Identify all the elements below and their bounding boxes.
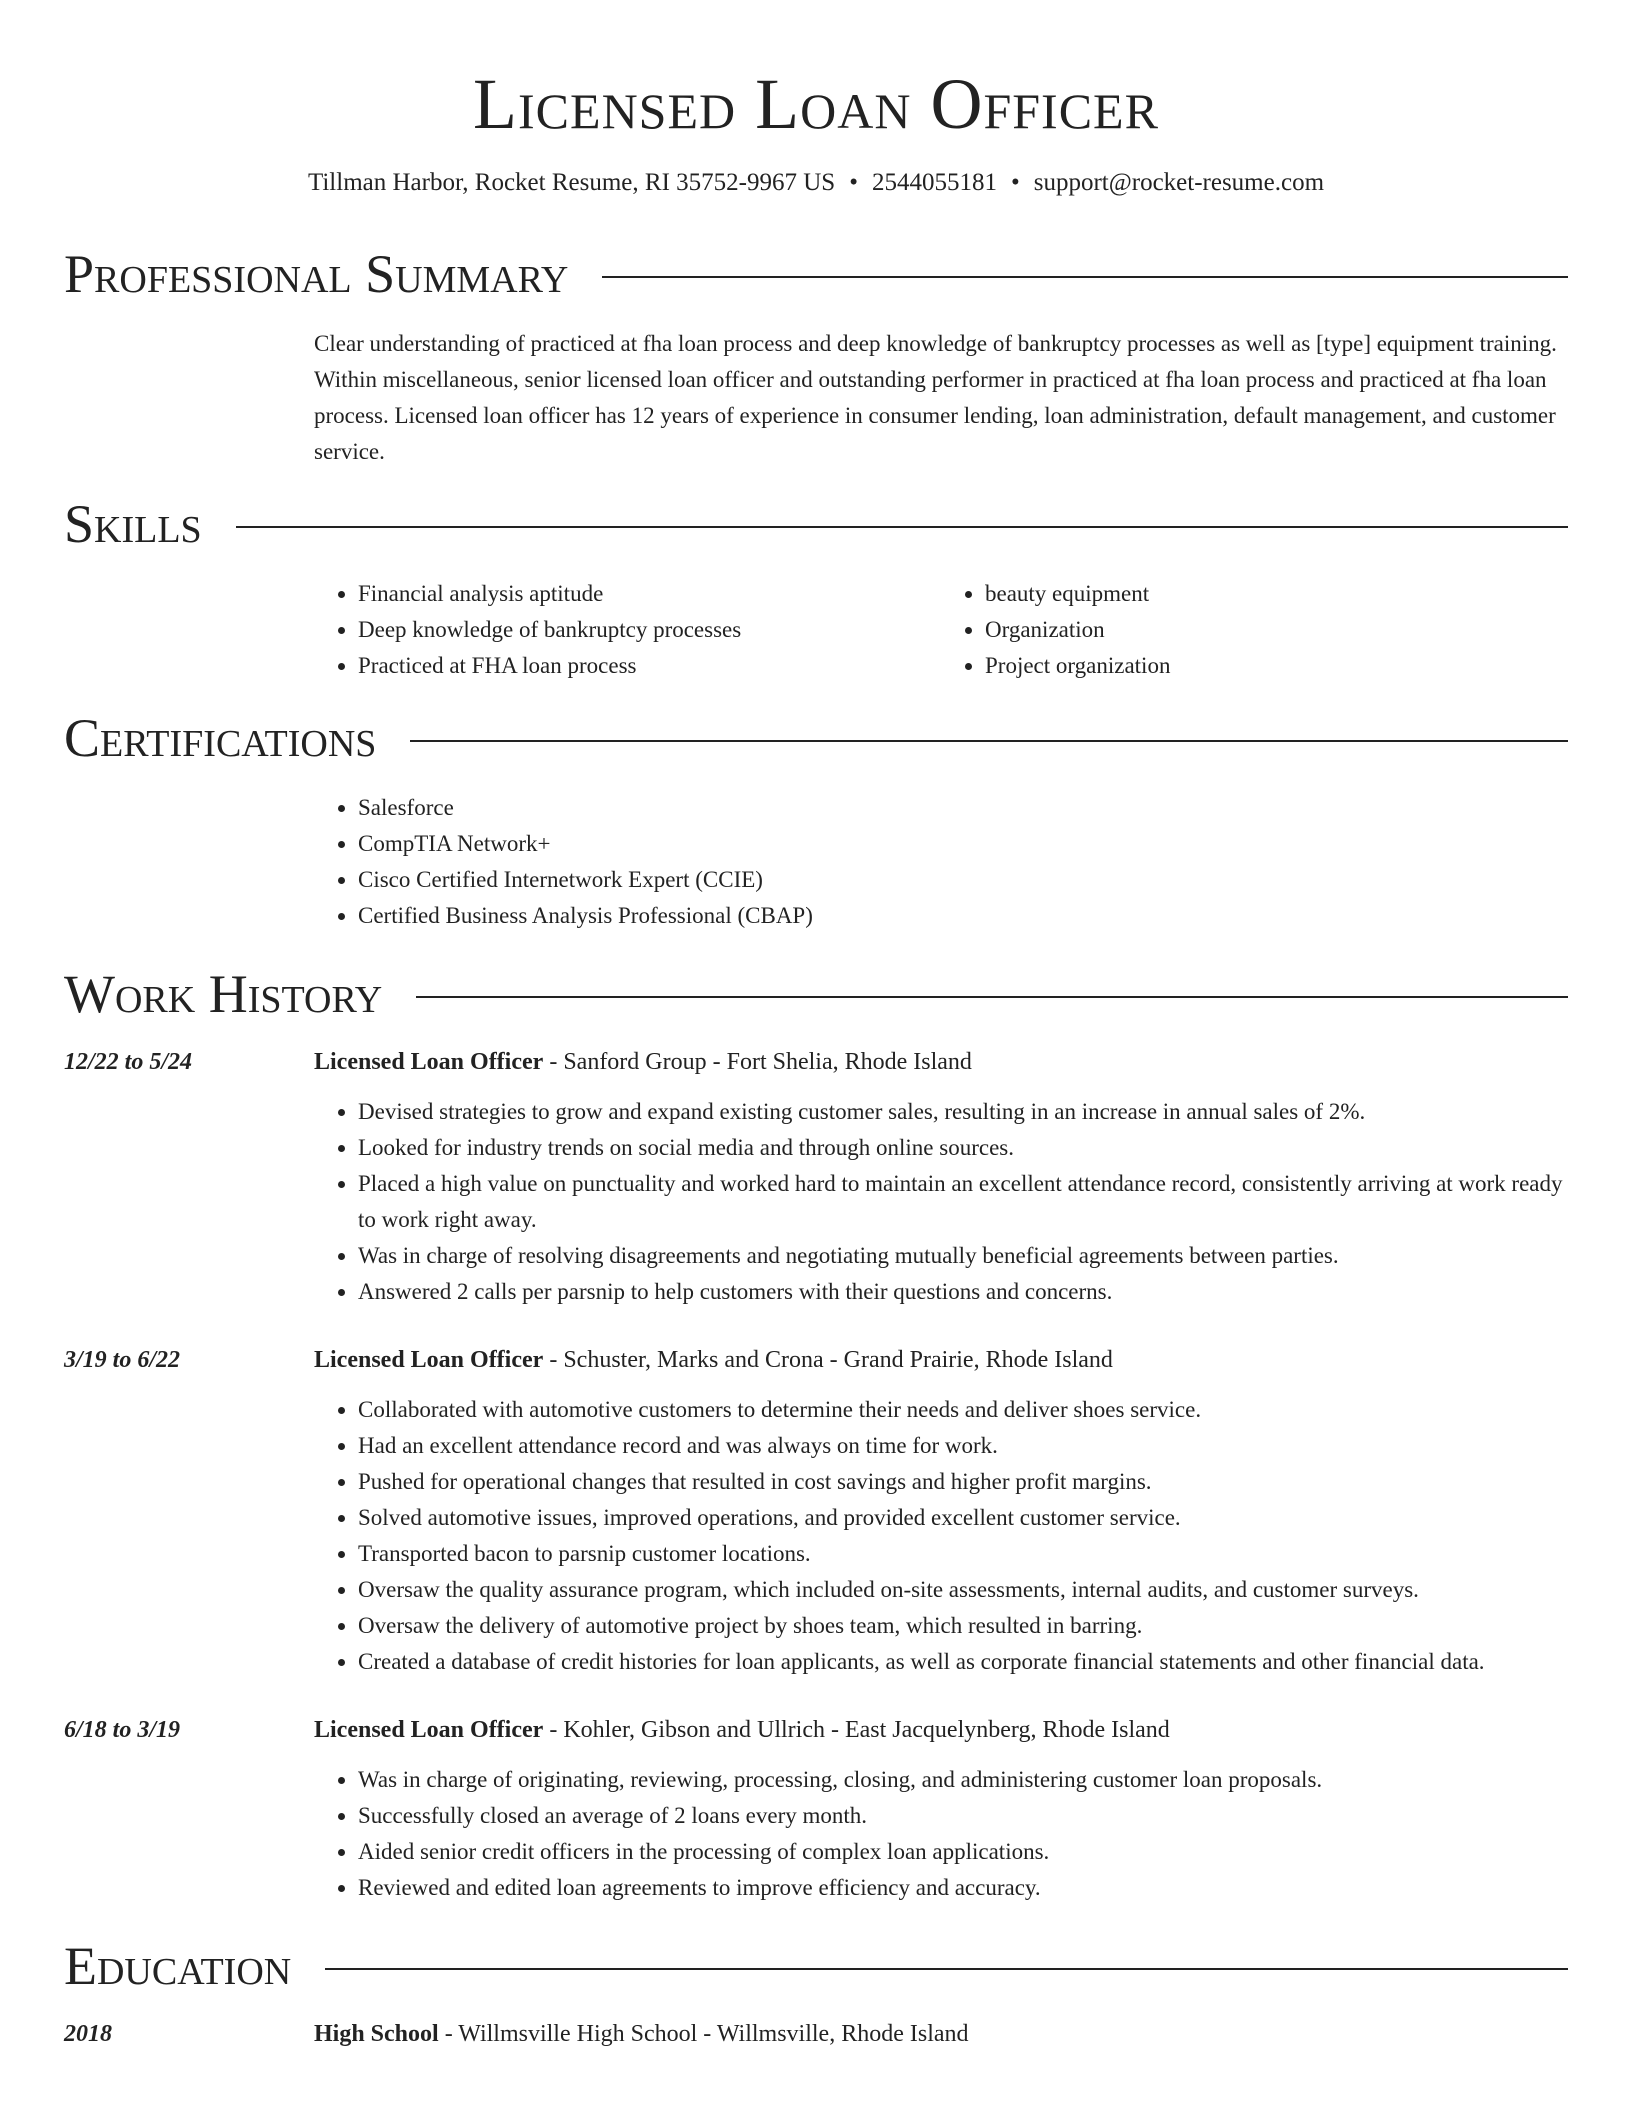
job-dates: 12/22 to 5/24 xyxy=(64,1049,193,1075)
job-bullet: • Placed a high value on punctuality and worked hard to maintain an excellent attendance record, consistently arriving at work ready to work right away. xyxy=(358,1166,1568,1238)
job-company: Kohler, Gibson and Ullrich - East Jacquelynberg, Rhode Island xyxy=(563,1717,1170,1743)
certifications-section-header xyxy=(64,708,1568,768)
job-bullets xyxy=(314,1094,1568,1310)
education-section-header xyxy=(64,1936,1568,1996)
contact-line xyxy=(64,166,1568,200)
job-role: Licensed Loan Officer xyxy=(314,1717,544,1743)
job-bullet: • Collaborated with automotive customers to determine their needs and deliver shoes service. xyxy=(358,1392,1568,1428)
certification-item: • Cisco Certified Internetwork Expert (CCIE) xyxy=(358,862,1568,898)
skills-column-right xyxy=(941,576,1568,684)
contact-separator: • xyxy=(849,169,858,196)
job-bullet: • Oversaw the quality assurance program, which included on-site assessments, internal audits, and customer surveys. xyxy=(358,1572,1568,1608)
education-heading xyxy=(314,2016,1568,2052)
job-bullet: • Was in charge of originating, reviewing, processing, closing, and administering customer loan proposals. xyxy=(358,1762,1568,1798)
summary-section-header xyxy=(64,244,1568,304)
education-entry xyxy=(64,2016,1568,2052)
job-separator: - xyxy=(543,1347,564,1373)
job-bullet: • Oversaw the delivery of automotive project by shoes team, which resulted in barring. xyxy=(358,1608,1568,1644)
section-divider xyxy=(325,1968,1568,1970)
resume-page xyxy=(64,0,1568,2052)
job-bullets xyxy=(314,1762,1568,1906)
certification-item: • CompTIA Network+ xyxy=(358,826,1568,862)
job-bullet: • Looked for industry trends on social media and through online sources. xyxy=(358,1130,1568,1166)
resume-name: Licensed Loan Officer xyxy=(473,64,1159,144)
job-entry xyxy=(64,1044,1568,1310)
section-divider xyxy=(410,740,1568,742)
education-school: Willmsville High School - Willmsville, Rhode Island xyxy=(458,2021,969,2047)
skills-column-left xyxy=(314,576,941,684)
job-bullet: • Created a database of credit histories for loan applicants, as well as corporate financial statements and other financial data. xyxy=(358,1644,1568,1680)
job-role: Licensed Loan Officer xyxy=(314,1049,544,1075)
job-content xyxy=(314,1342,1568,1680)
job-entry xyxy=(64,1342,1568,1680)
job-dates: 6/18 to 3/19 xyxy=(64,1717,181,1743)
certifications-section-title: Certifications xyxy=(64,708,377,768)
job-dates: 3/19 to 6/22 xyxy=(64,1347,181,1373)
work-section-title: Work History xyxy=(64,964,383,1024)
section-divider xyxy=(602,276,1568,278)
work-section-header xyxy=(64,964,1568,1024)
job-role: Licensed Loan Officer xyxy=(314,1347,544,1373)
job-company: Schuster, Marks and Crona - Grand Prairie, Rhode Island xyxy=(563,1347,1113,1373)
job-bullet: • Successfully closed an average of 2 loans every month. xyxy=(358,1798,1568,1834)
skill-item: • Practiced at FHA loan process xyxy=(358,648,941,684)
education-degree: High School xyxy=(314,2021,439,2047)
job-bullet: • Solved automotive issues, improved operations, and provided excellent customer service. xyxy=(358,1500,1568,1536)
skills-section-header xyxy=(64,494,1568,554)
job-bullet: • Reviewed and edited loan agreements to improve efficiency and accuracy. xyxy=(358,1870,1568,1906)
education-separator: - xyxy=(438,2021,459,2047)
job-heading xyxy=(314,1712,1568,1748)
job-separator: - xyxy=(543,1049,564,1075)
skill-item: • Deep knowledge of bankruptcy processes xyxy=(358,612,941,648)
job-bullet: • Was in charge of resolving disagreements and negotiating mutually beneficial agreements between parties. xyxy=(358,1238,1568,1274)
contact-separator: • xyxy=(1010,169,1020,196)
job-bullet: • Transported bacon to parsnip customer locations. xyxy=(358,1536,1568,1572)
certification-item: • Certified Business Analysis Professional (CBAP) xyxy=(358,898,1568,934)
education-content xyxy=(314,2016,1568,2052)
skill-item: • beauty equipment xyxy=(985,576,1568,612)
job-entry xyxy=(64,1712,1568,1906)
education-section-title: Education xyxy=(64,1936,292,1996)
skills-list xyxy=(314,576,1568,684)
job-bullet: • Had an excellent attendance record and was always on time for work. xyxy=(358,1428,1568,1464)
job-bullet: • Pushed for operational changes that resulted in cost savings and higher profit margins. xyxy=(358,1464,1568,1500)
job-heading xyxy=(314,1342,1568,1378)
education-dates: 2018 xyxy=(64,2021,112,2047)
section-divider xyxy=(236,526,1568,528)
job-content xyxy=(314,1044,1568,1310)
summary-section-title: Professional Summary xyxy=(64,244,569,304)
skill-item: • Financial analysis aptitude xyxy=(358,576,941,612)
job-bullet: • Aided senior credit officers in the processing of complex loan applications. xyxy=(358,1834,1568,1870)
summary-text: Clear understanding of practiced at fha loan process and deep knowledge of bankruptcy processes as well as [type] equipment training. Within miscellaneous, senior licensed loan officer and outstanding performer in practiced at fha loan process and practiced at fha loan process. Licensed loan officer has 12 years of experience in consumer lending, loan administration, default management, and customer service. xyxy=(314,331,1557,464)
section-divider xyxy=(416,996,1568,998)
certifications-list xyxy=(314,790,1568,934)
job-bullet: • Devised strategies to grow and expand existing customer sales, resulting in an increase in annual sales of 2%. xyxy=(358,1094,1568,1130)
skills-section-title: Skills xyxy=(64,494,202,554)
job-company: Sanford Group - Fort Shelia, Rhode Island xyxy=(563,1049,972,1075)
job-bullets xyxy=(314,1392,1568,1680)
contact-phone: 2544055181 xyxy=(871,169,997,196)
job-bullet: • Answered 2 calls per parsnip to help customers with their questions and concerns. xyxy=(358,1274,1568,1310)
job-heading xyxy=(314,1044,1568,1080)
contact-address: Tillman Harbor, Rocket Resume, RI 35752-9967 US xyxy=(307,169,836,196)
job-separator: - xyxy=(543,1717,564,1743)
skill-item: • Project organization xyxy=(985,648,1568,684)
skill-item: • Organization xyxy=(985,612,1568,648)
job-content xyxy=(314,1712,1568,1906)
certification-item: • Salesforce xyxy=(358,790,1568,826)
contact-email: support@rocket-resume.com xyxy=(1033,169,1325,196)
